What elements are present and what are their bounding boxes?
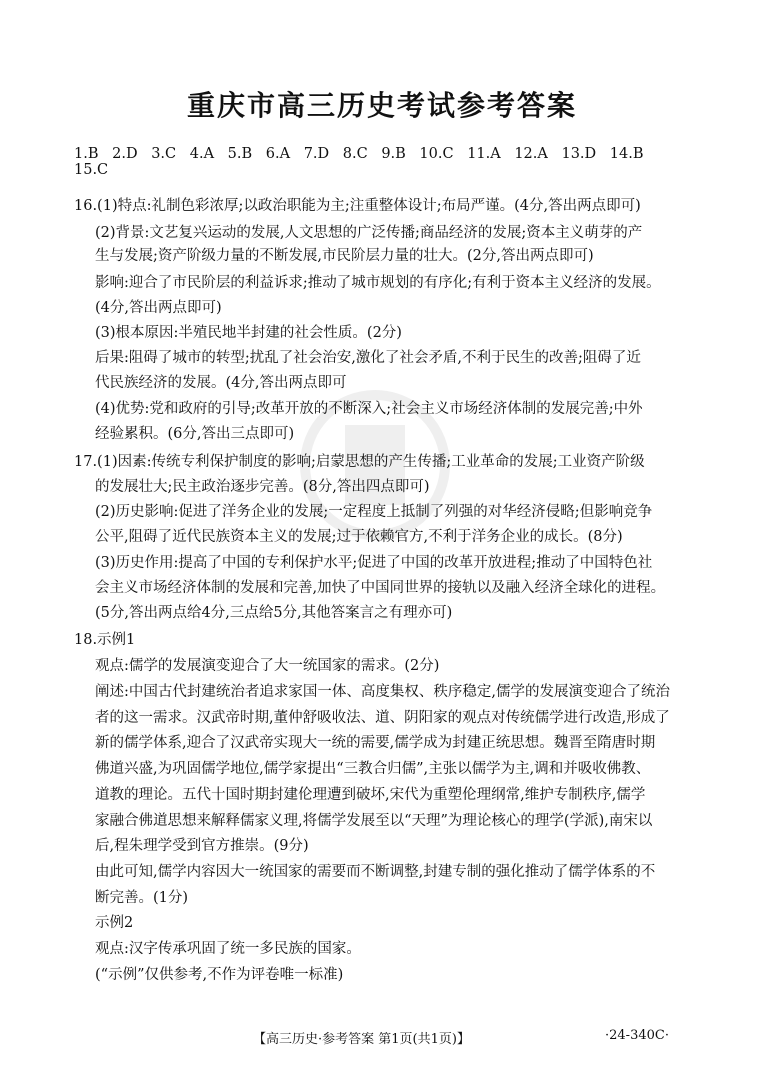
choice-answer: 11.A (467, 146, 501, 162)
choice-answer: 2.D (112, 146, 138, 162)
answer-line: (3)根本原因:半殖民地半封建的社会性质。(2分) (95, 325, 402, 341)
answer-line: 代民族经济的发展。(4分,答出两点即可 (95, 375, 347, 391)
choice-answer: 13.D (561, 146, 597, 162)
answer-line: (“示例”仅供参考,不作为评卷唯一标准) (95, 967, 344, 983)
choice-answer: 14.B (609, 146, 644, 162)
answer-line: 家融合佛道思想来解释儒家义理,将儒学发展至以“天理”为理论核心的理学(学派),南宋以 (95, 813, 653, 829)
choice-answer: 3.C (151, 146, 177, 162)
answer-line: 影响:迎合了市民阶层的利益诉求;推动了城市规划的有序化;有利于资本主义经济的发展。 (95, 275, 661, 291)
answer-line: 公平,阻碍了近代民族资本主义的发展;过于依赖官方,不利于洋务企业的成长。(8分) (95, 529, 623, 545)
answer-line: 18.示例1 (74, 632, 136, 648)
answer-line: 佛道兴盛,为巩固儒学地位,儒学家提出“三教合归儒”,主张以儒学为主,调和并吸收佛教、 (95, 761, 651, 777)
choice-answer: 15.C (74, 162, 109, 178)
answer-line: 会主义市场经济体制的发展和完善,加快了中国同世界的接轨以及融入经济全球化的进程。 (95, 580, 666, 596)
choice-answer: 12.A (514, 146, 548, 162)
footer-code: ·24-340C· (605, 1028, 669, 1043)
footer-page-info: 【高三历史·参考答案 第1页(共1页)】 (253, 1032, 470, 1047)
answer-line: 经验累积。(6分,答出三点即可) (95, 426, 295, 442)
choice-answer: 8.C (342, 146, 368, 162)
choice-answer: 4.A (189, 146, 215, 162)
answer-line: 观点:汉字传承巩固了统一多民族的国家。 (95, 941, 361, 957)
choice-answer: 1.B (74, 146, 99, 162)
answer-line: 后果:阻碍了城市的转型;扰乱了社会治安,激化了社会矛盾,不利于民生的改善;阻碍了近 (95, 350, 641, 366)
answer-line: (4分,答出两点即可) (95, 300, 222, 316)
answer-line: 示例2 (95, 915, 134, 931)
answer-line: (5分,答出两点给4分,三点给5分,其他答案言之有理亦可) (95, 605, 453, 621)
answer-line: 生与发展;资产阶级力量的不断发展,市民阶层力量的壮大。(2分,答出两点即可) (95, 248, 594, 264)
answer-line: (2)背景:文艺复兴运动的发展,人文思想的广泛传播;商品经济的发展;资本主义萌芽的产 (95, 225, 643, 241)
answer-line: 断完善。(1分) (95, 890, 189, 906)
answer-line: 由此可知,儒学内容因大一统国家的需要而不断调整,封建专制的强化推动了儒学体系的不 (95, 864, 656, 880)
choice-answers (74, 146, 694, 178)
answer-line: (4)优势:党和政府的引导;改革开放的不断深入;社会主义市场经济体制的发展完善;中外 (95, 401, 643, 417)
answer-line: 17.(1)因素:传统专利保护制度的影响;启蒙思想的产生传播;工业革命的发展;工业资产阶级 (74, 454, 645, 470)
answer-line: 的发展壮大;民主政治逐步完善。(8分,答出四点即可) (95, 479, 430, 495)
page-title: 重庆市高三历史考试参考答案 (186, 89, 577, 122)
answer-line: 新的儒学体系,迎合了汉武帝实现大一统的需要,儒学成为封建正统思想。魏晋至隋唐时期 (95, 735, 656, 751)
answer-line: 16.(1)特点:礼制色彩浓厚;以政治职能为主;注重整体设计;布局严谨。(4分,答出两点即可) (74, 198, 641, 214)
choice-answer: 7.D (303, 146, 330, 162)
answer-line: (2)历史影响:促进了洋务企业的发展;一定程度上抵制了列强的对华经济侵略;但影响竞争 (95, 504, 653, 520)
answer-line: 者的这一需求。汉武帝时期,董仲舒吸收法、道、阴阳家的观点对传统儒学进行改造,形成了 (95, 710, 670, 726)
choice-answer: 6.A (265, 146, 291, 162)
answer-line: 观点:儒学的发展演变迎合了大一统国家的需求。(2分) (95, 658, 440, 674)
answer-line: 后,程朱理学受到官方推崇。(9分) (95, 838, 309, 854)
answer-line: 道教的理论。五代十国时期封建伦理遭到破坏,宋代为重塑伦理纲常,维护专制秩序,儒学 (95, 787, 646, 803)
choice-answer: 10.C (419, 146, 454, 162)
choice-answer: 9.B (381, 146, 406, 162)
answer-line: (3)历史作用:提高了中国的专利保护水平;促进了中国的改革开放进程;推动了中国特色社 (95, 555, 653, 571)
answer-line: 阐述:中国古代封建统治者追求家国一体、高度集权、秩序稳定,儒学的发展演变迎合了统治 (95, 684, 670, 700)
choice-answer: 5.B (227, 146, 253, 162)
